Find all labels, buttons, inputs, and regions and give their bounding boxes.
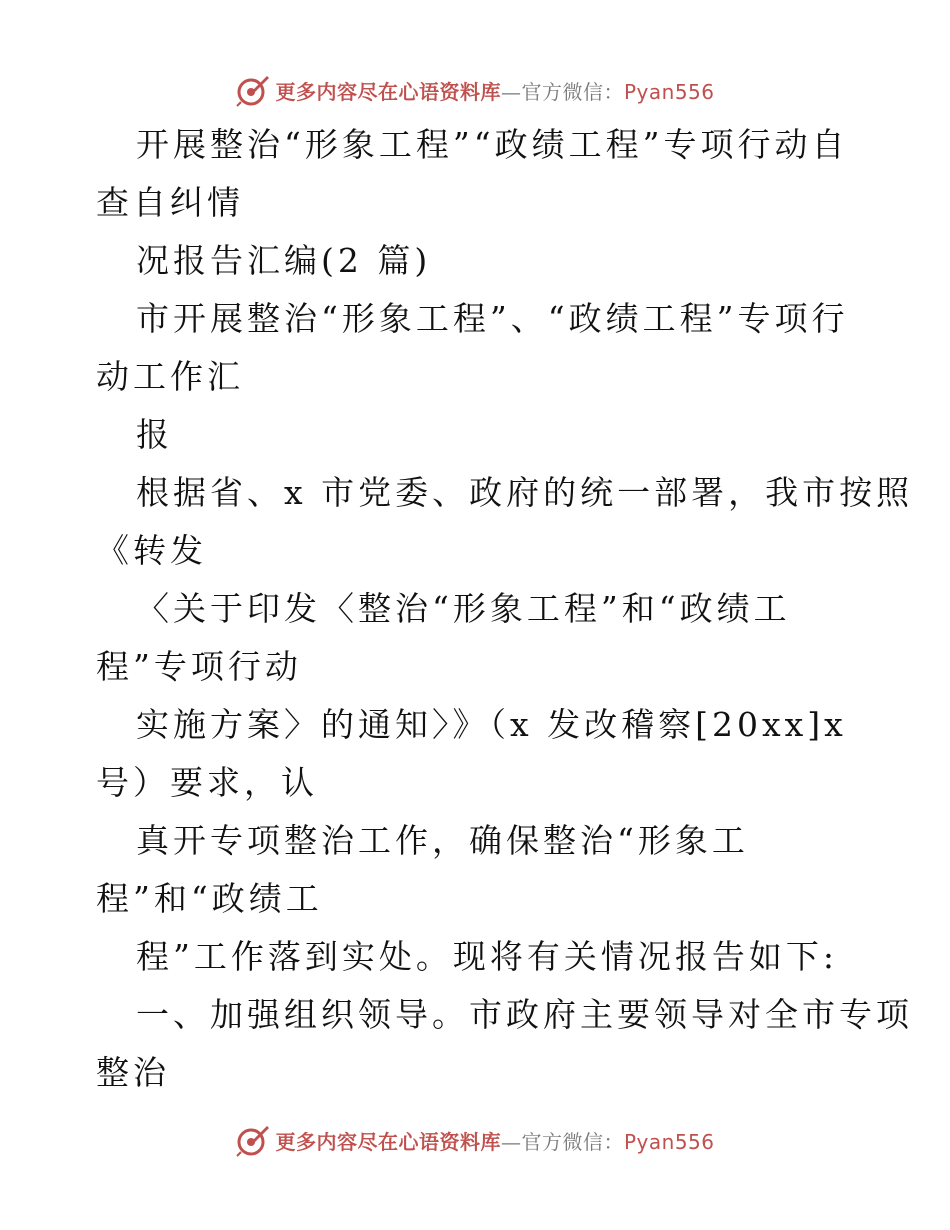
watermark-separator: — [500, 79, 522, 104]
watermark-account: Pyan556 [623, 79, 715, 104]
watermark-account: Pyan556 [623, 1129, 715, 1154]
text-line: 《转发 [96, 531, 207, 570]
watermark-separator: — [500, 1129, 522, 1154]
footer-watermark [0, 1120, 950, 1160]
watermark-text [275, 1126, 714, 1155]
watermark-brand: 更多内容尽在心语资料库 [275, 79, 501, 104]
quill-logo-icon [235, 72, 271, 108]
text-line: 一、加强组织领导。市政府主要领导对全市专项 [136, 995, 913, 1034]
watermark-text [275, 76, 714, 105]
text-line: 根据省、x 市党委、政府的统一部署，我市按照 [136, 473, 914, 512]
text-line: 程”工作落到实处。现将有关情况报告如下: [136, 937, 838, 976]
text-line: 〈关于印发〈整治“形象工程”和“政绩工 [136, 589, 791, 628]
text-line: 报 [136, 415, 173, 454]
text-line: 实施方案〉的通知〉》（x 发改稽察[20xx]x [136, 705, 847, 744]
watermark-brand: 更多内容尽在心语资料库 [275, 1129, 501, 1154]
text-line: 号）要求，认 [96, 763, 318, 802]
watermark-label: 官方微信： [521, 79, 624, 104]
watermark-label: 官方微信： [521, 1129, 624, 1154]
header-watermark [0, 70, 950, 110]
text-line: 真开专项整治工作，确保整治“形象工 [136, 821, 749, 860]
quill-logo-icon [235, 1122, 271, 1158]
text-line: 开展整治“形象工程”“政绩工程”专项行动自 [136, 125, 849, 164]
text-line: 动工作汇 [96, 357, 244, 396]
text-line: 整治 [96, 1053, 170, 1092]
text-line: 程”专项行动 [96, 647, 302, 686]
text-line: 况报告汇编(2 篇) [136, 241, 432, 280]
text-line: 查自纠情 [96, 183, 244, 222]
text-line: 程”和“政绩工 [96, 879, 323, 918]
text-line: 市开展整治“形象工程”、“政绩工程”专项行 [136, 299, 849, 338]
